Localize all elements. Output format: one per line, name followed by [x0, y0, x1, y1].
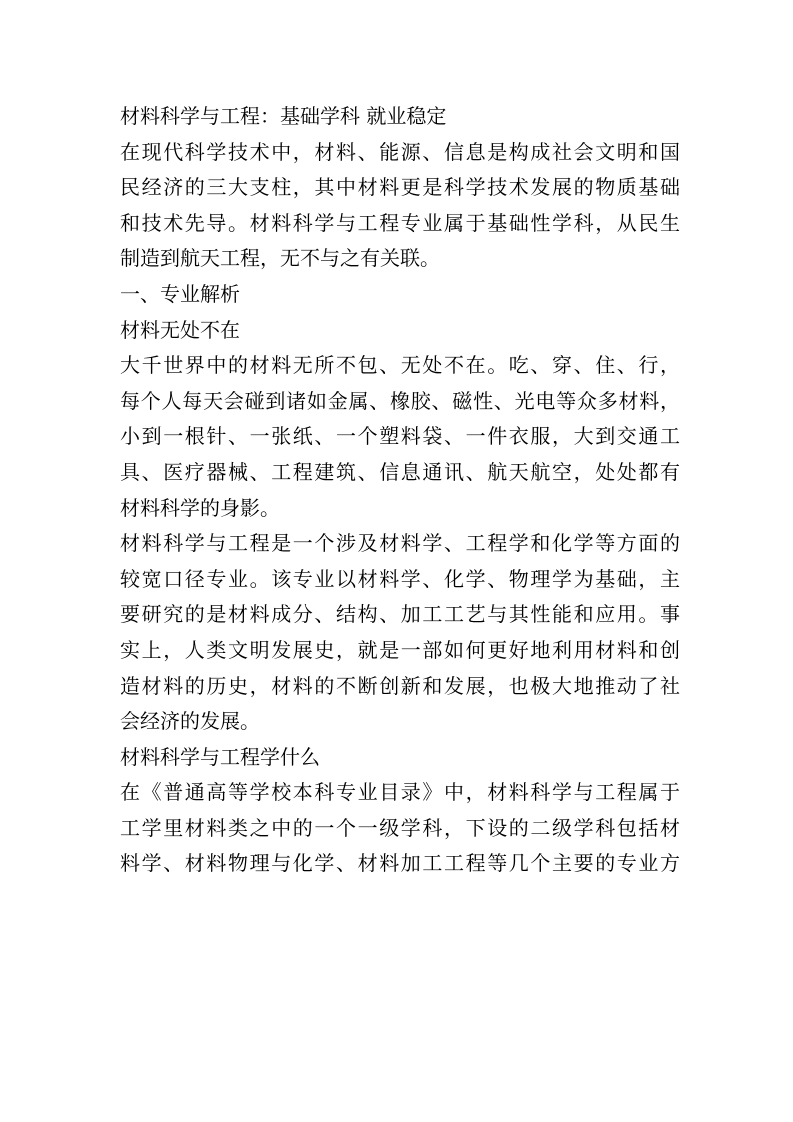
- paragraph-line: 会经济的发展。: [120, 709, 260, 734]
- paragraph-line: 大千世界中的材料无所不包、无处不在。吃、穿、住、行，: [120, 353, 680, 378]
- paragraph-line: 每个人每天会碰到诸如金属、橡胶、磁性、光电等众多材料，: [120, 388, 680, 413]
- subsection-heading: 材料无处不在: [120, 317, 240, 342]
- paragraph-line: 和技术先导。材料科学与工程专业属于基础性学科，从民生: [120, 210, 680, 235]
- paragraph-line: 料学、材料物理与化学、材料加工工程等几个主要的专业方: [120, 851, 680, 876]
- paragraph-line: 具、医疗器械、工程建筑、信息通讯、航天航空，处处都有: [120, 459, 680, 484]
- paragraph-line: 制造到航天工程，无不与之有关联。: [120, 246, 440, 271]
- paragraph-line: 民经济的三大支柱，其中材料更是科学技术发展的物质基础: [120, 175, 680, 200]
- paragraph-line: 在《普通高等学校本科专业目录》中，材料科学与工程属于: [120, 780, 680, 805]
- document-page: [120, 99, 680, 882]
- paragraph-line: 在现代科学技术中，材料、能源、信息是构成社会文明和国: [120, 139, 680, 164]
- section-heading: 一、专业解析: [120, 281, 240, 306]
- paragraph-line: 工学里材料类之中的一个一级学科，下设的二级学科包括材: [120, 815, 680, 840]
- paragraph-line: 要研究的是材料成分、结构、加工工艺与其性能和应用。事: [120, 602, 680, 627]
- paragraph-line: 小到一根针、一张纸、一个塑料袋、一件衣服，大到交通工: [120, 424, 680, 449]
- paragraph-line: 实上，人类文明发展史，就是一部如何更好地利用材料和创: [120, 637, 680, 662]
- paragraph-line: 造材料的历史，材料的不断创新和发展，也极大地推动了社: [120, 673, 680, 698]
- subsection-heading: 材料科学与工程学什么: [120, 744, 320, 769]
- paragraph-line: 材料科学的身影。: [120, 495, 280, 520]
- paragraph-line: 材料科学与工程是一个涉及材料学、工程学和化学等方面的: [120, 531, 680, 556]
- paragraph-line: 较宽口径专业。该专业以材料学、化学、物理学为基础，主: [120, 566, 680, 591]
- article-title: 材料科学与工程：基础学科 就业稳定: [120, 104, 447, 128]
